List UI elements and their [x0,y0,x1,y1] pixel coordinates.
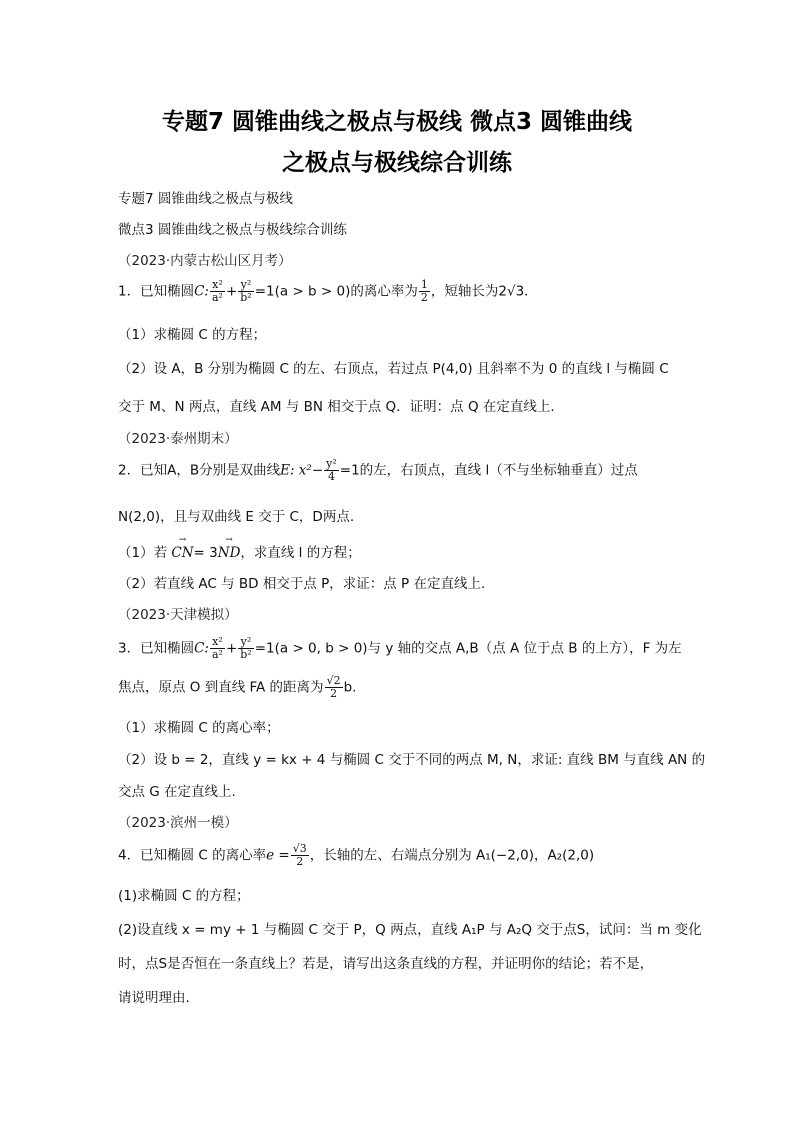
fraction-one-half: $\frac{1}{2}$ [420,278,428,304]
fraction-sqrt2-2: $\frac{√2}{2}$ [326,674,341,700]
problem-1-intro: 1．已知椭圆C: $\frac{\text{x²}}{\text{a²}}$ + $\frac{\text{y²}}{\text{b²}}$ =1(a > b > 0)的离心率为 $\frac{1}{2}$ ，短轴长为2√3． [118,278,538,304]
fraction-x2-a2: $\frac{\text{x²}}{\text{a²}}$ [211,635,223,661]
vector-cn: → CN [171,545,193,561]
problem-2-part-2: （2）若直线 AC 与 BD 相交于点 P，求证：点 P 在定直线上. [118,576,486,592]
fraction-sqrt3-2: $\frac{√3}{2}$ [292,842,307,868]
document-title-line-1: 专题7 圆锥曲线之极点与极线 微点3 圆锥曲线 [161,109,633,135]
point-label: 微点3 圆锥曲线之极点与极线综合训练 [118,222,347,238]
problem-4-intro: 4．已知椭圆 C 的离心率e = $\frac{√3}{2}$ ，长轴的左、右端点分别为 A₁(−2,0)，A₂(2,0) [118,842,595,868]
problem-3-source: （2023·天津模拟） [118,607,238,623]
problem-1-part-2-line-1: （2）设 A，B 分别为椭圆 C 的左、右顶点，若过点 P(4,0) 且斜率不为 0 的直线 l 与椭圆 C [118,361,669,377]
problem-2-intro-line-2: N(2,0)，且与双曲线 E 交于 C，D两点. [118,509,355,525]
problem-3-part-2-line-1: （2）设 b = 2，直线 y = kx + 4 与椭圆 C 交于不同的两点 M, N，求证: 直线 BM 与直线 AN 的 [118,752,706,768]
problem-2-intro: 2．已知A，B分别是双曲线E: x²− $\frac{\text{y²}}{4}$ =1的左，右顶点，直线 l（不与坐标轴垂直）过点 [118,457,638,483]
fraction-x2-a2: $\frac{\text{x²}}{\text{a²}}$ [211,278,223,304]
problem-3-intro: 3．已知椭圆C: $\frac{\text{x²}}{\text{a²}}$ + $\frac{\text{y²}}{\text{b²}}$ =1(a > 0, b > 0)与 y 轴的交点 A,B（点 A 位于点 B 的上方），F 为左 [118,635,682,661]
problem-4-part-2-line-2: 时，点S是否恒在一条直线上？若是，请写出这条直线的方程，并证明你的结论；若不是， [118,956,654,972]
problem-4-part-2-line-3: 请说明理由. [118,990,190,1006]
document-title-line-2: 之极点与极线综合训练 [282,150,512,176]
fraction-y2-4: $\frac{\text{y²}}{4}$ [326,457,337,483]
problem-3-part-2-line-2: 交点 G 在定直线上. [118,784,236,800]
problem-3-intro-line-2: 焦点，原点 O 到直线 FA 的距离为 $\frac{√2}{2}$ b. [118,674,357,700]
problem-1-part-1: （1）求椭圆 C 的方程； [118,327,267,343]
vector-nd: → ND [218,545,241,561]
problem-4-part-2-line-1: (2)设直线 x = my + 1 与椭圆 C 交于 P，Q 两点，直线 A₁P 与 A₂Q 交于点S，试问：当 m 变化 [118,922,702,938]
problem-3-part-1: （1）求椭圆 C 的离心率； [118,720,280,736]
problem-2-source: （2023·泰州期末） [118,431,238,447]
fraction-y2-b2: $\frac{\text{y²}}{\text{b²}}$ [240,635,252,661]
problem-2-part-1: （1）若 → CN= 3→ ND，求直线 l 的方程； [118,541,361,561]
topic-label: 专题7 圆锥曲线之极点与极线 [118,191,293,207]
problem-1-part-2-line-2: 交于 M、N 两点，直线 AM 与 BN 相交于点 Q．证明：点 Q 在定直线上． [118,399,564,415]
problem-1-source: （2023·内蒙古松山区月考） [118,253,292,269]
fraction-y2-b2: $\frac{\text{y²}}{\text{b²}}$ [240,278,252,304]
problem-4-source: （2023·滨州一模） [118,815,238,831]
problem-4-part-1: (1)求椭圆 C 的方程； [118,888,250,904]
